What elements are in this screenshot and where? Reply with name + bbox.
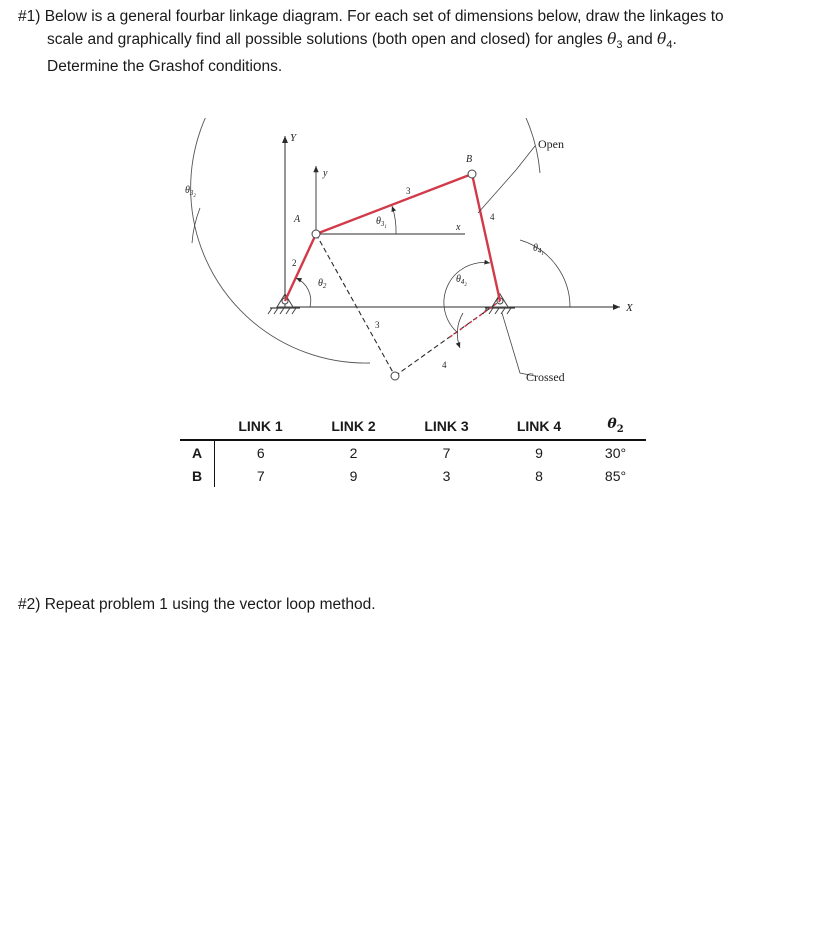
row-label: A	[180, 440, 215, 464]
table-corner	[180, 412, 215, 440]
link-3-crossed	[316, 234, 395, 376]
table-cell: 9	[349, 467, 358, 484]
label-local-y: y	[323, 168, 328, 179]
label-crossed: Crossed	[526, 370, 565, 384]
theta-41-arc	[520, 240, 570, 307]
problem-1-line-1: #1) Below is a general fourbar linkage diagram. For each set of dimensions below, draw the linkages to	[18, 8, 724, 25]
problem-1-line-2-text: scale and graphically find all possible solutions (both open and closed) for angles	[47, 31, 608, 48]
header-link-2: LINK 2	[307, 412, 401, 440]
label-point-a: A	[294, 214, 301, 225]
label-x-axis: X	[626, 302, 633, 314]
table-cell: 9	[535, 444, 543, 461]
theta-2-arc	[296, 278, 311, 307]
label-theta-41: $\theta_{41}$	[533, 243, 544, 257]
problem-1-and: and	[622, 31, 658, 48]
header-link-1: LINK 1	[215, 412, 307, 440]
theta-32-arc	[192, 208, 200, 243]
table-row	[180, 464, 646, 487]
table-cell: 30°	[604, 444, 627, 461]
open-leader	[478, 146, 535, 213]
table-cell: 8	[535, 467, 543, 484]
problem-1-period: .	[672, 31, 677, 48]
label-link-3-crossed: 3	[375, 320, 380, 330]
label-local-x: x	[456, 222, 461, 233]
theta-3-subscript: 3	[616, 39, 623, 52]
problem-1-statement	[18, 6, 818, 78]
table-cell: 7	[256, 467, 265, 484]
label-theta-42: $\theta_{42}$	[456, 274, 467, 288]
crossed-leader	[502, 313, 535, 376]
table-row	[180, 440, 646, 464]
label-link-4-crossed: 4	[442, 360, 447, 370]
label-theta-31: $\theta_{31}$	[376, 216, 387, 230]
theta-3-symbol: θ	[607, 30, 617, 48]
table-cell: 85°	[604, 467, 627, 484]
label-theta-32: $\theta_{32}$	[185, 185, 196, 199]
problem-2-statement: #2) Repeat problem 1 using the vector loop method.	[18, 596, 376, 613]
label-link-4-open: 4	[490, 212, 495, 222]
theta-4-subscript: 4	[666, 39, 673, 52]
joint-a	[312, 230, 320, 238]
problem-1-line-2	[18, 28, 818, 56]
label-y-axis: Y	[290, 132, 297, 144]
fourbar-linkage-svg	[180, 118, 650, 398]
header-link-3: LINK 3	[401, 412, 493, 440]
row-label: B	[180, 464, 215, 487]
table-cell: 3	[442, 467, 451, 484]
link-3-open	[316, 174, 472, 234]
joint-b-crossed	[391, 372, 399, 380]
table-cell: 2	[349, 444, 358, 461]
fourbar-linkage-diagram	[180, 118, 650, 398]
joint-b-open	[468, 170, 476, 178]
header-link-4: LINK 4	[493, 412, 586, 440]
table-cell: 6	[256, 444, 265, 461]
label-link-2: 2	[292, 258, 297, 268]
problem-1-line-3: Determine the Grashof conditions.	[47, 58, 283, 76]
label-point-b: B	[466, 154, 473, 165]
table-header-row	[180, 412, 646, 440]
label-open: Open	[538, 137, 564, 151]
theta-42-arc	[444, 263, 490, 333]
label-link-3-open: 3	[406, 186, 411, 196]
header-theta-2: $\theta_2$	[586, 412, 646, 440]
table-cell: 7	[442, 444, 451, 461]
ground-pivot-o2	[268, 294, 300, 314]
theta-31-arc	[392, 206, 396, 234]
link-2	[285, 234, 316, 301]
link-dimensions-table	[180, 412, 646, 487]
theta-4-symbol: θ	[657, 30, 667, 48]
label-theta-2: $\theta_2$	[318, 278, 327, 290]
